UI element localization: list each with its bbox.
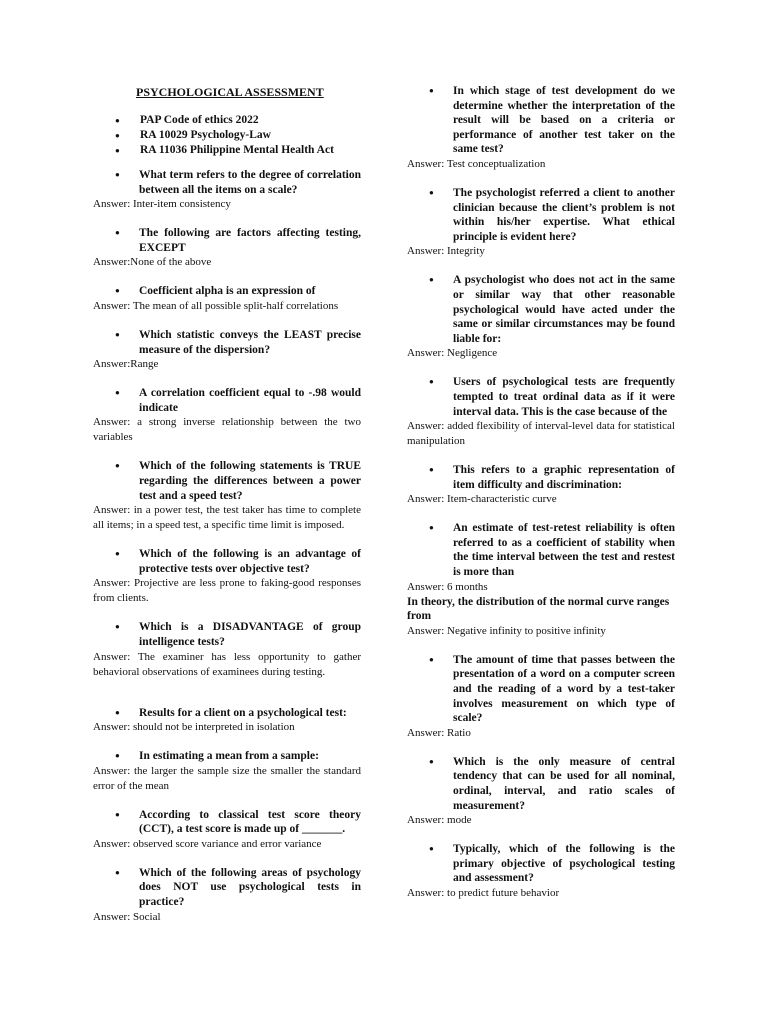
question: ● Which is a DISADVANTAGE of group intelligence tests?	[93, 620, 361, 649]
question: ● Which of the following areas of psychology does NOT use psychological tests in practice?	[93, 866, 361, 910]
answer: Answer: Social	[93, 910, 161, 923]
answer: Answer:Range	[93, 358, 159, 371]
answer: Answer: Test conceptualization	[407, 157, 546, 170]
answer: Answer: a strong inverse relationship between the two variables	[93, 416, 361, 444]
answer: Answer: the larger the sample size the smaller the standard error of the mean	[93, 764, 361, 792]
question: ● A psychologist who does not act in the same or similar way that other reasonable psychological would have acted under the same or similar circumstances may be found liable for:	[407, 273, 675, 346]
answer: Answer: to predict future behavior	[407, 886, 560, 899]
reference-item: ● RA 10029 Psychology-Law	[93, 128, 361, 143]
qa-item	[93, 547, 361, 606]
question: ● Which statistic conveys the LEAST precise measure of the dispersion?	[93, 328, 361, 357]
question: ● The following are factors affecting testing, EXCEPT	[93, 226, 361, 255]
answer: Answer: Inter-item consistency	[93, 198, 231, 211]
answer: Answer: observed score variance and error variance	[93, 837, 322, 850]
question: ● Results for a client on a psychological test:	[93, 706, 361, 721]
reference-list	[93, 113, 361, 158]
answer: Answer: mode	[407, 814, 472, 827]
answer: Answer: Item-characteristic curve	[407, 493, 557, 506]
question: ● Users of psychological tests are frequently tempted to treat ordinal data as if it were interval data. This is the case because of the	[407, 375, 675, 419]
qa-item	[407, 84, 675, 172]
question: ● Which of the following statements is TRUE regarding the differences between a power test and a speed test?	[93, 459, 361, 503]
qa-item	[407, 653, 675, 741]
qa-item	[93, 866, 361, 925]
answer: Answer: added flexibility of interval-level data for statistical manipulation	[407, 420, 675, 448]
reference-item: ● RA 11036 Philippine Mental Health Act	[93, 143, 361, 158]
answer: Answer: should not be interpreted in isolation	[93, 721, 295, 734]
left-column	[93, 84, 361, 939]
question: ● The psychologist referred a client to another clinician because the client’s problem is not within his/her expertise. What ethical principle is evident here?	[407, 186, 675, 244]
qa-item	[93, 328, 361, 372]
question: ● Coefficient alpha is an expression of	[93, 284, 361, 299]
qa-item	[93, 168, 361, 212]
question: ● In estimating a mean from a sample:	[93, 749, 361, 764]
answer: Answer: Negligence	[407, 347, 498, 360]
qa-item	[93, 706, 361, 736]
question: ● The amount of time that passes between the presentation of a word on a computer screen and the reading of a word by a test-taker involves measurement on which type of scale?	[407, 653, 675, 726]
qa-item	[407, 521, 675, 594]
answer: Answer: The examiner has less opportunity to gather behavioral observations of examinees during testing.	[93, 650, 361, 678]
question: ● Which of the following is an advantage of protective tests over objective test?	[93, 547, 361, 576]
answer: Answer: in a power test, the test taker has time to complete all items; in a speed test, a specific time limit is imposed.	[93, 504, 361, 532]
answer: Answer: Projective are less prone to faking-good responses from clients.	[93, 577, 361, 605]
qa-item	[93, 620, 361, 679]
question: In theory, the distribution of the normal curve ranges from	[407, 595, 670, 623]
question: ● Which is the only measure of central tendency that can be used for all nominal, ordinal, interval, and ratio scales of measurement?	[407, 755, 675, 813]
qa-item	[407, 842, 675, 901]
answer: Answer: 6 months	[407, 580, 488, 593]
question: ● According to classical test score theory (CCT), a test score is made up of _______.	[93, 808, 361, 837]
qa-item	[407, 273, 675, 361]
qa-item	[93, 749, 361, 794]
qa-item	[407, 463, 675, 507]
qa-item	[407, 375, 675, 449]
qa-item	[93, 226, 361, 270]
question: ● A correlation coefficient equal to -.98 would indicate	[93, 386, 361, 415]
question: ● Typically, which of the following is the primary objective of psychological testing and assessment?	[407, 842, 675, 886]
qa-item	[93, 386, 361, 445]
qa-item	[407, 595, 675, 639]
right-column	[407, 84, 675, 915]
page-title: PSYCHOLOGICAL ASSESSMENT	[136, 85, 324, 99]
qa-item	[407, 755, 675, 828]
answer: Answer: Negative infinity to positive infinity	[407, 624, 606, 637]
qa-item	[93, 284, 361, 314]
answer: Answer: Integrity	[407, 245, 485, 258]
qa-item	[407, 186, 675, 259]
answer: Answer:None of the above	[93, 256, 212, 269]
qa-item	[93, 459, 361, 533]
reference-item: ● PAP Code of ethics 2022	[93, 113, 361, 128]
question: ● An estimate of test-retest reliability is often referred to as a coefficient of stability when the time interval between the test and restest is more than	[407, 521, 675, 579]
question: ● In which stage of test development do we determine whether the interpretation of the result will be based on a criteria or performance of another test taker on the same test?	[407, 84, 675, 157]
qa-item	[93, 808, 361, 852]
answer: Answer: Ratio	[407, 726, 471, 739]
question: ● This refers to a graphic representation of item difficulty and discrimination:	[407, 463, 675, 492]
question: ● What term refers to the degree of correlation between all the items on a scale?	[93, 168, 361, 197]
answer: Answer: The mean of all possible split-half correlations	[93, 299, 339, 312]
